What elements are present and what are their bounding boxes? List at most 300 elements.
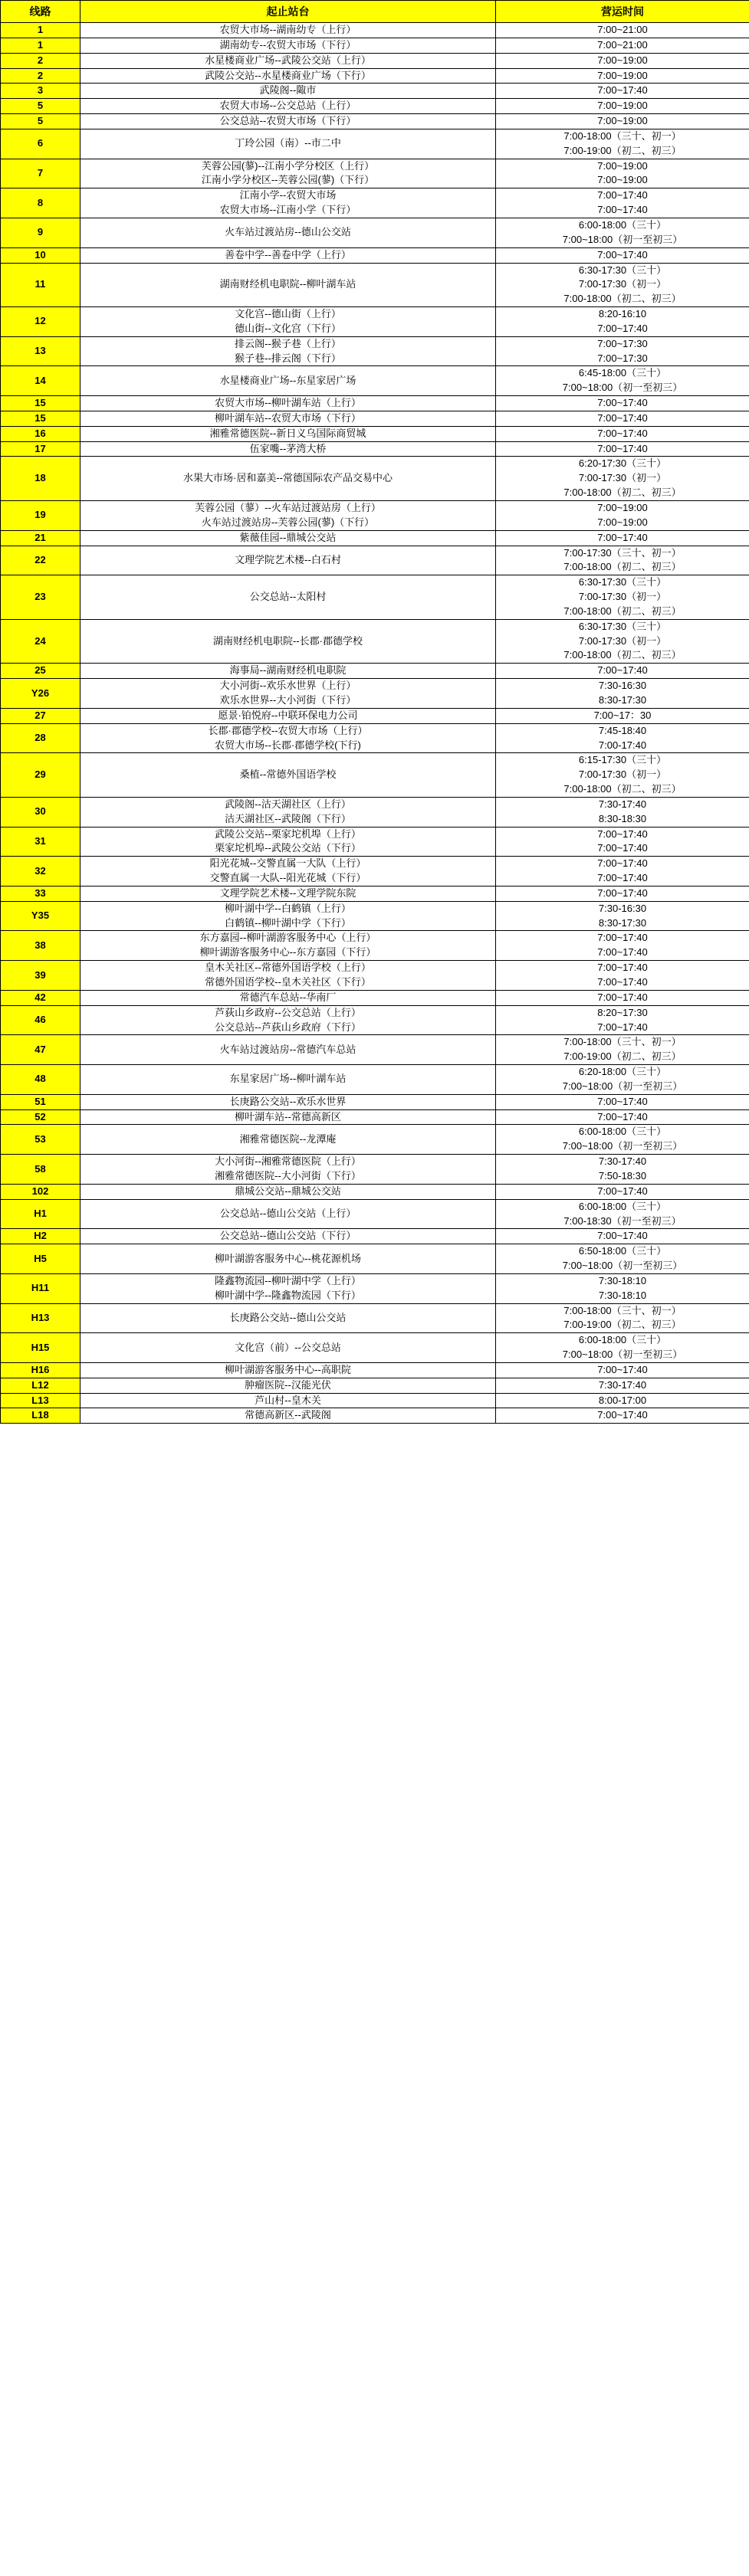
operating-hours-line: 7:30-17:40 (598, 1378, 647, 1391)
operating-hours-line: 8:00-17:00 (598, 1394, 647, 1406)
operating-hours-cell (496, 886, 749, 901)
operating-hours-cell (496, 411, 749, 426)
route-endpoints-line: 伍家嘴--茅湾大桥 (249, 442, 327, 454)
route-endpoints-line: 隆鑫物流园--柳叶湖中学（上行） (215, 1274, 361, 1286)
route-endpoints-cell (80, 441, 496, 457)
route-endpoints-cell (80, 1378, 496, 1393)
route-endpoints-line: 公交总站--太阳村 (249, 591, 327, 603)
route-endpoints-cell (80, 797, 496, 827)
route-number-cell: 25 (1, 664, 80, 679)
route-endpoints-cell (80, 1094, 496, 1109)
route-endpoints-line: 常德高新区--武陵阁 (245, 1409, 331, 1421)
route-endpoints-line: 水果大市场·居和嘉美--常德国际农产品交易中心 (183, 472, 393, 484)
route-endpoints-line: 德山街--文化宫（下行） (235, 322, 341, 334)
route-endpoints-line: 愿景·铂悦府--中联环保电力公司 (218, 709, 358, 721)
operating-hours-line: 7:00~17:40 (597, 664, 648, 677)
route-endpoints-line: 火车站过渡站房--德山公交站 (225, 226, 351, 238)
operating-hours-line: 7:00-17:30（初一） (578, 769, 667, 781)
operating-hours-line: 7:00~19:00 (597, 100, 648, 112)
route-endpoints-cell (80, 366, 496, 396)
operating-hours-line: 7:00~17:40 (597, 84, 648, 97)
operating-hours-line: 7:00~17:40 (597, 872, 648, 884)
route-endpoints-line: 肿瘤医院--汉能光伏 (245, 1378, 331, 1391)
table-body (1, 23, 749, 1424)
route-endpoints-line: 长庚路公交站--德山公交站 (229, 1311, 347, 1323)
table-row (1, 1184, 749, 1199)
operating-hours-line: 6:15-17:30（三十） (578, 754, 667, 766)
table-row (1, 1229, 749, 1244)
operating-hours-line: 7:00~19:00 (597, 502, 648, 513)
operating-hours-line: 6:45-18:00（三十） (578, 367, 667, 379)
route-endpoints-line: 湘雅常德医院--新日义乌国际商贸城 (209, 427, 366, 439)
table-row (1, 708, 749, 723)
operating-hours-line: 8:30-18:30 (598, 812, 647, 824)
operating-hours-cell (496, 990, 749, 1005)
route-endpoints-cell (80, 263, 496, 307)
operating-hours-line: 7:00~19:00 (597, 516, 648, 528)
table-row (1, 114, 749, 129)
table-row (1, 857, 749, 887)
route-endpoints-cell (80, 1273, 496, 1303)
route-endpoints-line: 柳叶湖车站--农贸大市场（下行） (215, 411, 361, 424)
operating-hours-line: 7:00~19:00 (597, 159, 648, 172)
route-number-cell: 8 (1, 188, 80, 218)
route-endpoints-cell (80, 23, 496, 38)
route-endpoints-cell (80, 753, 496, 798)
operating-hours-line: 7:30-16:30 (598, 902, 647, 914)
table-row (1, 53, 749, 68)
route-number-cell: 53 (1, 1125, 80, 1155)
table-row (1, 441, 749, 457)
operating-hours-cell (496, 931, 749, 961)
operating-hours-cell (496, 1005, 749, 1035)
route-number-cell: 30 (1, 797, 80, 827)
operating-hours-cell (496, 501, 749, 531)
route-endpoints-line: 常德汽车总站--华南厂 (239, 991, 337, 1003)
route-number-cell: H1 (1, 1199, 80, 1229)
route-number-cell: L13 (1, 1393, 80, 1408)
operating-hours-line: 7:00~17:30 (597, 352, 648, 364)
operating-hours-line: 6:00-18:00（三十） (578, 218, 667, 231)
operating-hours-line: 8:20-16:10 (598, 308, 647, 320)
route-endpoints-line: 桑植--常德外国语学校 (239, 769, 337, 781)
operating-hours-cell (496, 1362, 749, 1378)
route-endpoints-line: 芦山村--皇木关 (255, 1394, 321, 1406)
operating-hours-line: 7:00-17:30（初一） (578, 591, 667, 603)
operating-hours-cell (496, 753, 749, 798)
table-row (1, 501, 749, 531)
route-number-cell: 58 (1, 1155, 80, 1185)
operating-hours-line: 7:00~17:40 (597, 411, 648, 424)
table-row (1, 990, 749, 1005)
route-number-cell: 28 (1, 723, 80, 753)
operating-hours-line: 7:00-18:30（初一至初三） (563, 1214, 682, 1227)
route-number-cell: 46 (1, 1005, 80, 1035)
operating-hours-cell (496, 1199, 749, 1229)
route-number-cell: 24 (1, 619, 80, 664)
operating-hours-line: 7:00~17:40 (597, 1110, 648, 1122)
operating-hours-cell (496, 1408, 749, 1424)
route-endpoints-line: 芦荻山乡政府--公交总站（上行） (215, 1006, 361, 1018)
operating-hours-line: 7:00-18:00（初二、初三） (563, 293, 682, 305)
route-endpoints-cell (80, 664, 496, 679)
table-row (1, 1273, 749, 1303)
route-endpoints-cell (80, 84, 496, 99)
operating-hours-line: 7:00~17:40 (597, 1185, 648, 1197)
operating-hours-line: 7:00-18:00（初二、初三） (563, 649, 682, 661)
operating-hours-line: 7:00~17:40 (597, 322, 648, 334)
operating-hours-cell (496, 1393, 749, 1408)
route-endpoints-cell (80, 307, 496, 337)
route-endpoints-line: 文理学院艺术楼--白石村 (235, 553, 341, 565)
route-endpoints-line: 排云阁--猴子巷（上行） (235, 337, 341, 349)
route-endpoints-cell (80, 1005, 496, 1035)
route-endpoints-cell (80, 247, 496, 263)
route-number-cell: 33 (1, 886, 80, 901)
route-number-cell: H5 (1, 1244, 80, 1274)
route-endpoints-line: 农贸大市场--江南小学（下行） (219, 204, 356, 216)
operating-hours-cell (496, 188, 749, 218)
route-endpoints-line: 柳叶湖游客服务中心--高职院 (225, 1363, 351, 1375)
route-endpoints-cell (80, 931, 496, 961)
route-endpoints-line: 湖南财经机电职院--柳叶湖车站 (219, 278, 356, 290)
operating-hours-line: 7:00~21:00 (597, 24, 648, 35)
operating-hours-cell (496, 619, 749, 664)
operating-hours-line: 7:30-18:10 (598, 1274, 647, 1286)
route-endpoints-line: 农贸大市场--公交总站（上行） (219, 100, 356, 112)
route-number-cell: H2 (1, 1229, 80, 1244)
route-endpoints-cell (80, 1362, 496, 1378)
route-number-cell: 102 (1, 1184, 80, 1199)
operating-hours-line: 8:20~17:30 (597, 1006, 648, 1018)
operating-hours-line: 7:00~17:40 (597, 531, 648, 543)
operating-hours-line: 7:00~17:40 (597, 397, 648, 409)
operating-hours-cell (496, 1035, 749, 1065)
route-endpoints-cell (80, 1229, 496, 1244)
route-endpoints-cell (80, 188, 496, 218)
table-row (1, 99, 749, 114)
route-number-cell: 13 (1, 336, 80, 366)
route-number-cell: 12 (1, 307, 80, 337)
table-row (1, 575, 749, 620)
route-endpoints-cell (80, 396, 496, 411)
table-row (1, 218, 749, 247)
route-number-cell: Y35 (1, 901, 80, 931)
table-row (1, 1035, 749, 1065)
route-endpoints-line: 栗家坨机埠--武陵公交站（下行） (215, 842, 361, 854)
route-endpoints-line: 武陵阁--沽天湖社区（上行） (225, 798, 351, 810)
route-endpoints-line: 农贸大市场--柳叶湖车站（上行） (215, 397, 361, 409)
operating-hours-cell (496, 1094, 749, 1109)
operating-hours-line: 7:00~17:40 (597, 976, 648, 988)
route-endpoints-line: 大小河街--湘雅常德医院（上行） (215, 1155, 361, 1168)
table-row (1, 723, 749, 753)
operating-hours-cell (496, 1109, 749, 1125)
operating-hours-cell (496, 53, 749, 68)
table-row (1, 1244, 749, 1274)
operating-hours-cell (496, 1065, 749, 1095)
operating-hours-line: 7:00~17:40 (597, 1095, 648, 1107)
operating-hours-line: 7:00~17:40 (597, 842, 648, 854)
operating-hours-cell (496, 247, 749, 263)
route-number-cell: 11 (1, 263, 80, 307)
table-row (1, 247, 749, 263)
table-row (1, 129, 749, 159)
route-number-cell: 42 (1, 990, 80, 1005)
operating-hours-cell (496, 961, 749, 991)
table-row (1, 1094, 749, 1109)
operating-hours-cell (496, 708, 749, 723)
operating-hours-cell (496, 546, 749, 575)
operating-hours-cell (496, 457, 749, 501)
route-endpoints-line: 东方嘉园--柳叶湖游客服务中心（上行） (199, 932, 376, 944)
operating-hours-line: 7:00-18:00（初二、初三） (563, 561, 682, 573)
route-endpoints-line: 文化宫（前）--公交总站 (235, 1341, 341, 1353)
operating-hours-line: 7:00-19:00（初二、初三） (563, 1319, 682, 1331)
route-endpoints-line: 湖南财经机电职院--长郡·郡德学校 (213, 634, 363, 647)
route-endpoints-line: 火车站过渡站房--常德汽车总站 (219, 1043, 356, 1055)
route-endpoints-cell (80, 1244, 496, 1274)
operating-hours-line: 6:30-17:30（三十） (578, 264, 667, 276)
operating-hours-line: 7:00-18:00（三十、初一） (563, 1036, 682, 1048)
operating-hours-cell (496, 366, 749, 396)
table-row (1, 1065, 749, 1095)
route-endpoints-cell (80, 1199, 496, 1229)
operating-hours-cell (496, 441, 749, 457)
operating-hours-line: 7:00-17:30（初一） (578, 634, 667, 647)
route-endpoints-line: 猴子巷--排云阁（下行） (235, 352, 341, 364)
route-endpoints-cell (80, 426, 496, 441)
operating-hours-line: 7:00~17:40 (597, 427, 648, 439)
operating-hours-cell (496, 1125, 749, 1155)
route-number-cell: 5 (1, 99, 80, 114)
operating-hours-line: 7:30-17:40 (598, 798, 647, 810)
operating-hours-line: 8:30-17:30 (598, 693, 647, 706)
table-row (1, 1303, 749, 1333)
route-endpoints-line: 柳叶湖中学--白鹤镇（上行） (225, 902, 351, 914)
route-endpoints-cell (80, 679, 496, 709)
operating-hours-line: 7:00-18:00（三十、初一） (563, 129, 682, 142)
operating-hours-line: 7:00~17:40 (597, 932, 648, 944)
table-row (1, 1155, 749, 1185)
route-endpoints-cell (80, 411, 496, 426)
table-row (1, 38, 749, 53)
operating-hours-cell (496, 159, 749, 188)
route-endpoints-cell (80, 708, 496, 723)
route-endpoints-cell (80, 990, 496, 1005)
operating-hours-line: 7:00-19:00（初二、初三） (563, 144, 682, 156)
route-number-cell: 47 (1, 1035, 80, 1065)
operating-hours-line: 7:45-18:40 (598, 724, 647, 736)
route-number-cell: 15 (1, 396, 80, 411)
route-number-cell: 17 (1, 441, 80, 457)
operating-hours-line: 7:00~17:40 (597, 189, 648, 202)
route-number-cell: 32 (1, 857, 80, 887)
route-number-cell: H13 (1, 1303, 80, 1333)
operating-hours-line: 7:00~17:40 (597, 946, 648, 959)
route-endpoints-line: 紫薇佳园--鼎城公交站 (239, 531, 337, 543)
operating-hours-cell (496, 664, 749, 679)
route-endpoints-cell (80, 619, 496, 664)
table-row (1, 336, 749, 366)
route-number-cell: Y26 (1, 679, 80, 709)
route-number-cell: 31 (1, 827, 80, 857)
route-endpoints-cell (80, 1333, 496, 1363)
route-endpoints-cell (80, 1184, 496, 1199)
route-endpoints-line: 芙蓉公园(蓼)--江南小学分校区（上行） (201, 159, 375, 172)
operating-hours-line: 7:00-18:00（三十、初一） (563, 1304, 682, 1316)
operating-hours-line: 6:30-17:30（三十） (578, 576, 667, 588)
table-row (1, 307, 749, 337)
route-number-cell: L12 (1, 1378, 80, 1393)
table-row (1, 263, 749, 307)
operating-hours-cell (496, 68, 749, 84)
operating-hours-line: 7:00~17:40 (597, 248, 648, 261)
operating-hours-line: 7:00~19:00 (597, 115, 648, 127)
operating-hours-line: 7:00~18:00（初一至初三） (562, 1140, 683, 1152)
table-row (1, 619, 749, 664)
route-endpoints-line: 阳光花城--交警直属一大队（上行） (209, 857, 366, 870)
route-number-cell: 48 (1, 1065, 80, 1095)
operating-hours-cell (496, 530, 749, 546)
route-number-cell: 52 (1, 1109, 80, 1125)
operating-hours-cell (496, 1184, 749, 1199)
table-row (1, 1125, 749, 1155)
table-row (1, 901, 749, 931)
route-endpoints-cell (80, 38, 496, 53)
route-number-cell: 2 (1, 53, 80, 68)
route-number-cell: 22 (1, 546, 80, 575)
table-row (1, 23, 749, 38)
route-endpoints-cell (80, 1408, 496, 1424)
route-endpoints-line: 文化宫--德山街（上行） (235, 308, 341, 320)
operating-hours-cell (496, 396, 749, 411)
route-number-cell: 3 (1, 84, 80, 99)
table-row (1, 396, 749, 411)
operating-hours-cell (496, 23, 749, 38)
table-row (1, 457, 749, 501)
route-number-cell: 21 (1, 530, 80, 546)
operating-hours-line: 7:00~17:40 (597, 857, 648, 870)
route-endpoints-cell (80, 218, 496, 247)
operating-hours-line: 7:00~19:00 (597, 69, 648, 81)
table-row (1, 797, 749, 827)
route-endpoints-line: 公交总站--德山公交站（下行） (219, 1230, 356, 1242)
route-number-cell: 16 (1, 426, 80, 441)
operating-hours-line: 7:00~17:40 (597, 828, 648, 840)
operating-hours-cell (496, 797, 749, 827)
route-number-cell: 14 (1, 366, 80, 396)
table-row (1, 530, 749, 546)
operating-hours-line: 7:00~17:40 (597, 991, 648, 1003)
operating-hours-line: 6:20-18:00（三十） (578, 1066, 667, 1078)
operating-hours-line: 7:00~17:40 (597, 1363, 648, 1375)
route-number-cell: 6 (1, 129, 80, 159)
operating-hours-line: 7:00-18:00（初二、初三） (563, 487, 682, 499)
route-number-cell: 15 (1, 411, 80, 426)
operating-hours-cell (496, 1229, 749, 1244)
operating-hours-cell (496, 1155, 749, 1185)
route-endpoints-cell (80, 53, 496, 68)
table-row (1, 1333, 749, 1363)
route-number-cell: 29 (1, 753, 80, 798)
operating-hours-cell (496, 84, 749, 99)
route-endpoints-line: 武陵公交站--栗家坨机埠（上行） (215, 828, 361, 840)
operating-hours-line: 7:30-17:40 (598, 1155, 647, 1168)
table-row (1, 159, 749, 188)
route-endpoints-line: 水星楼商业广场--武陵公交站（上行） (205, 54, 371, 66)
route-endpoints-cell (80, 159, 496, 188)
route-endpoints-cell (80, 901, 496, 931)
table-row (1, 1362, 749, 1378)
route-endpoints-cell (80, 1125, 496, 1155)
route-endpoints-cell (80, 1393, 496, 1408)
operating-hours-line: 7:00~18:00（初一至初三） (562, 382, 683, 394)
route-number-cell: 7 (1, 159, 80, 188)
route-endpoints-cell (80, 961, 496, 991)
route-number-cell: 2 (1, 68, 80, 84)
operating-hours-line: 7:00~21:00 (597, 38, 648, 51)
operating-hours-cell (496, 1273, 749, 1303)
route-endpoints-line: 农贸大市场--湖南幼专（上行） (219, 24, 356, 35)
route-number-cell: 23 (1, 575, 80, 620)
route-endpoints-line: 湘雅常德医院--大小河街（下行） (215, 1169, 361, 1181)
route-endpoints-line: 江南小学--农贸大市场 (239, 189, 337, 202)
table-row (1, 546, 749, 575)
route-endpoints-cell (80, 501, 496, 531)
route-endpoints-cell (80, 1303, 496, 1333)
route-endpoints-line: 柳叶湖车站--常德高新区 (235, 1110, 341, 1122)
table-row (1, 1408, 749, 1424)
operating-hours-line: 7:50-18:30 (598, 1169, 647, 1181)
route-number-cell: 10 (1, 247, 80, 263)
route-number-cell: 38 (1, 931, 80, 961)
operating-hours-line: 7:00~17:40 (597, 887, 648, 899)
operating-hours-line: 6:00-18:00（三十） (578, 1200, 667, 1212)
operating-hours-line: 7:00-17:30（初一） (578, 278, 667, 290)
operating-hours-cell (496, 723, 749, 753)
route-endpoints-line: 柳叶湖中学--隆鑫物流园（下行） (215, 1289, 361, 1301)
operating-hours-line: 6:30-17:30（三十） (578, 620, 667, 632)
route-endpoints-line: 公交总站--德山公交站（上行） (219, 1208, 356, 1220)
operating-hours-line: 7:00~18:00（初一至初三） (562, 1260, 683, 1272)
operating-hours-line: 7:00-17:30（三十、初一） (563, 546, 682, 559)
route-endpoints-line: 鼎城公交站--鼎城公交站 (235, 1185, 341, 1197)
route-endpoints-line: 交警直属一大队--阳光花城（下行） (209, 872, 366, 884)
route-endpoints-line: 长庚路公交站--欢乐水世界 (229, 1095, 347, 1107)
route-number-cell: 39 (1, 961, 80, 991)
operating-hours-cell (496, 99, 749, 114)
route-endpoints-line: 江南小学分校区--芙蓉公园(蓼)（下行） (201, 174, 375, 186)
route-endpoints-cell (80, 530, 496, 546)
route-endpoints-cell (80, 336, 496, 366)
table-row (1, 1393, 749, 1408)
route-endpoints-line: 沽天湖社区--武陵阁（下行） (225, 812, 351, 824)
operating-hours-line: 7:30-18:10 (598, 1289, 647, 1301)
operating-hours-cell (496, 129, 749, 159)
operating-hours-line: 7:00~19:00 (597, 174, 648, 186)
operating-hours-line: 7:00~17:40 (597, 962, 648, 974)
route-endpoints-line: 湘雅常德医院--龙潭庵 (239, 1132, 337, 1145)
operating-hours-cell (496, 426, 749, 441)
route-endpoints-line: 公交总站--芦荻山乡政府（下行） (215, 1021, 361, 1033)
route-endpoints-line: 白鹤镇--柳叶湖中学（下行） (225, 916, 351, 929)
route-endpoints-line: 常德外国语学校--皇木关社区（下行） (205, 976, 371, 988)
operating-hours-cell (496, 901, 749, 931)
operating-hours-cell (496, 1333, 749, 1363)
column-header-line: 线路 (1, 1, 80, 23)
table-row (1, 1378, 749, 1393)
